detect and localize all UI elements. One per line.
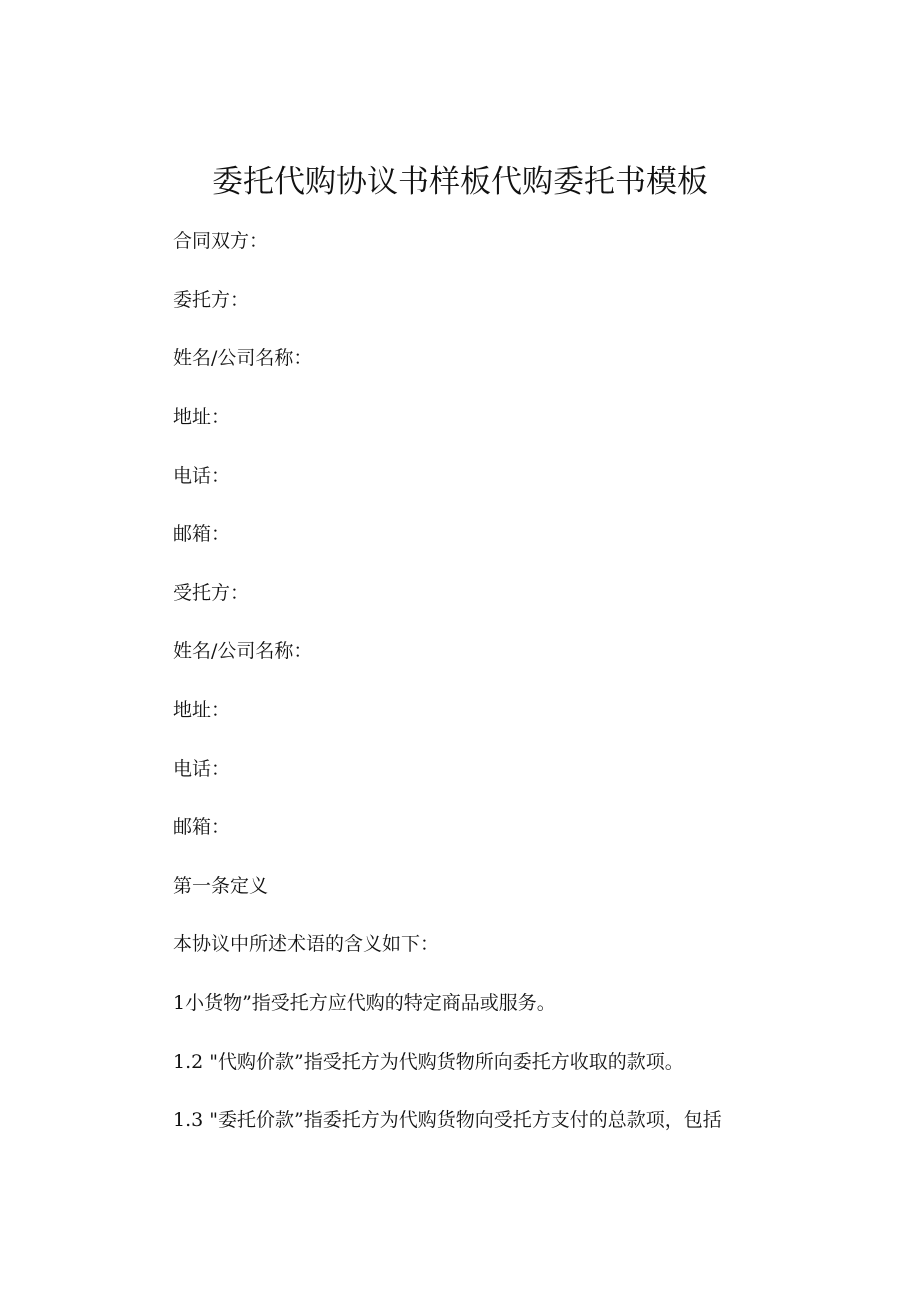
clause-1-3: 1.3 "委托价款”指委托方为代购货物向受托方支付的总款项，包括 [173,1109,722,1131]
line-agent-address: 地址： [173,699,231,721]
line-agent-name: 姓名/公司名称： [173,640,313,662]
line-principal-phone: 电话： [173,465,231,487]
line-agent-email: 邮箱： [173,816,231,838]
section-heading-definitions: 第一条定义 [173,875,269,897]
line-principal-address: 地址： [173,406,231,428]
clause-1-2: 1.2 "代购价款”指受托方为代购货物所向委托方收取的款项。 [173,1051,684,1073]
line-agent-phone: 电话： [173,758,231,780]
line-parties: 合同双方： [173,230,269,252]
line-principal-email: 邮箱： [173,523,231,545]
paragraph-definitions-intro: 本协议中所述术语的含义如下： [173,933,440,955]
document-title: 委托代购协议书样板代购委托书模板 [212,164,708,200]
line-principal: 委托方： [173,289,250,311]
line-agent: 受托方： [173,582,250,604]
clause-1-1: 1小货物”指受托方应代购的特定商品或服务。 [173,992,556,1014]
line-principal-name: 姓名/公司名称： [173,347,313,369]
